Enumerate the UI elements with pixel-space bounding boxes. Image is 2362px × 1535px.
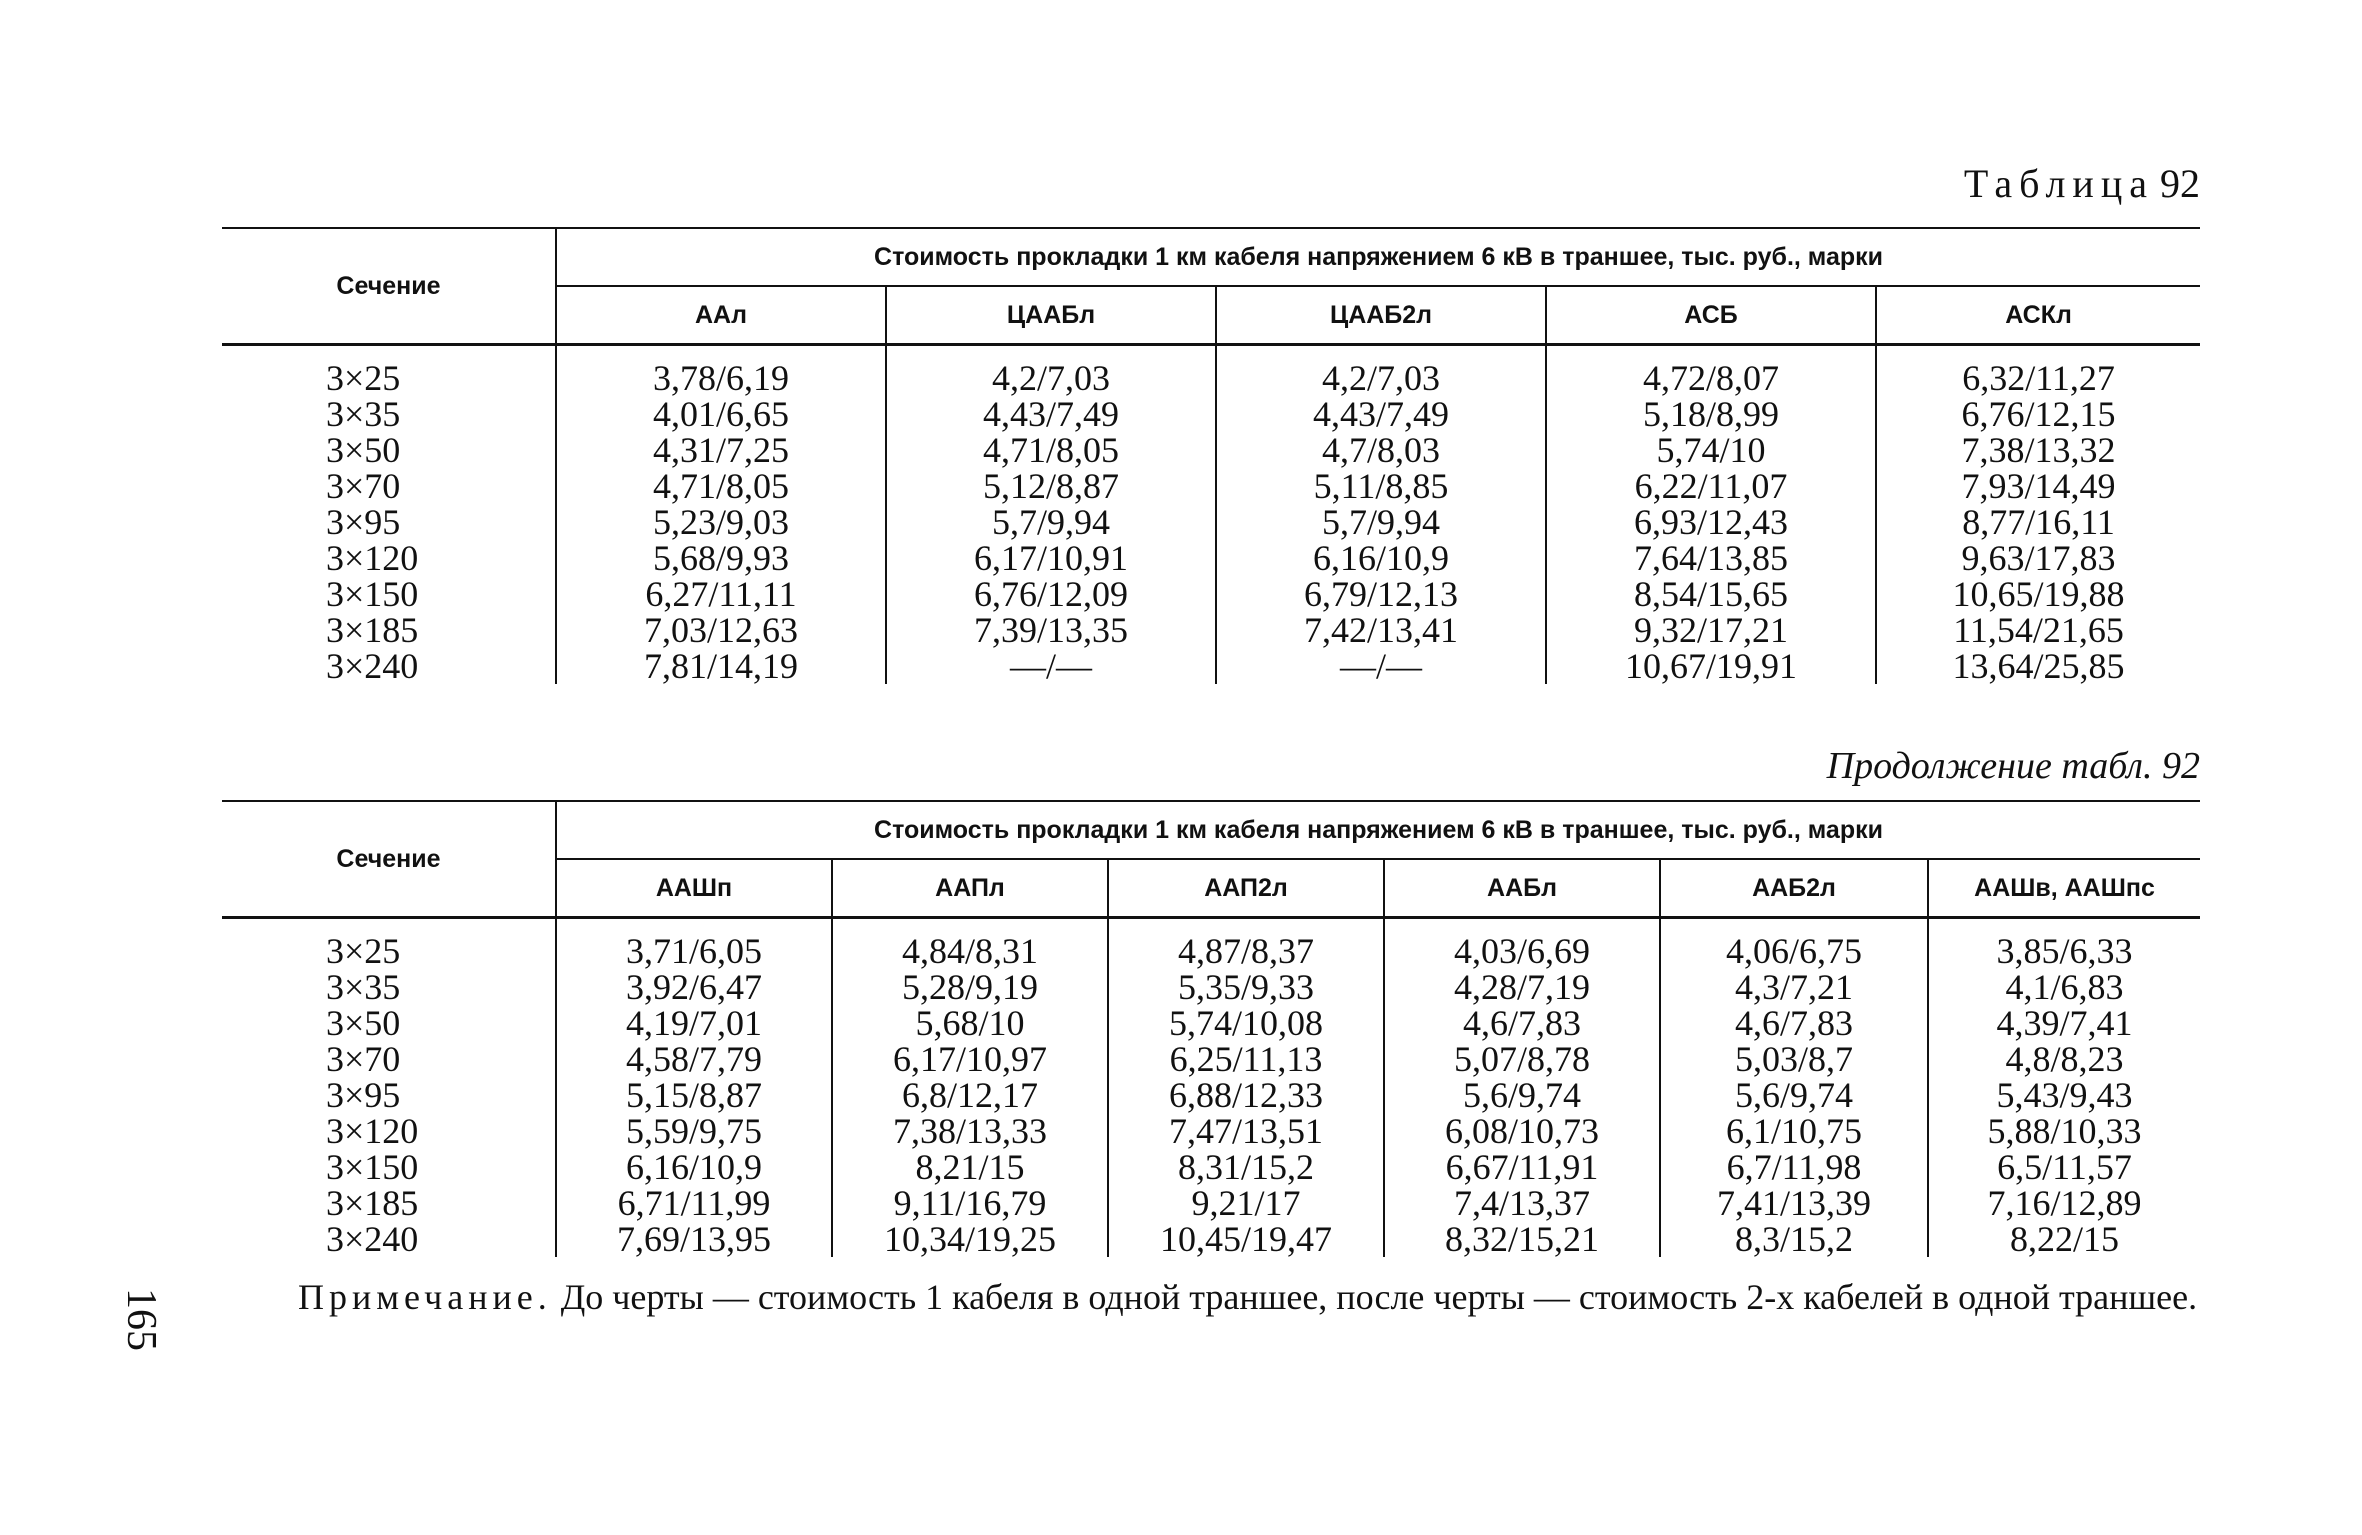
brand-header: ААБ2л (1660, 859, 1928, 918)
cost-cell: 7,69/13,95 (616, 1219, 771, 1259)
footnote (222, 1275, 2200, 1319)
table-row (222, 1185, 2200, 1221)
cost-cell: 5,11/8,85 (1216, 468, 1546, 504)
section-cell: 3×95 (222, 504, 556, 540)
cost-cell: 4,58/7,79 (625, 1039, 762, 1079)
cost-cell: 4,19/7,01 (625, 1003, 762, 1043)
footnote-text: До черты — стоимость 1 кабеля в одной траншее, после черты — стоимость 2-х кабелей в одной траншее. (551, 1277, 2198, 1317)
cost-cell: 6,16/10,9 (1216, 540, 1546, 576)
cost-cell: 4,1/6,83 (1928, 969, 2200, 1005)
cost-cell: 7,81/14,19 (643, 646, 798, 686)
cost-cell: 4,71/8,05 (652, 466, 789, 506)
table-row (222, 969, 2200, 1005)
cost-cell: 4,72/8,07 (1546, 360, 1876, 396)
cost-cell: 5,03/8,7 (1660, 1041, 1928, 1077)
cost-cell: 4,43/7,49 (886, 396, 1216, 432)
brand-header: ААП2л (1108, 859, 1384, 918)
cost-cell: 9,21/17 (1108, 1185, 1384, 1221)
cost-cell: 9,11/16,79 (832, 1185, 1108, 1221)
cost-cell: 6,76/12,15 (1876, 396, 2200, 432)
cost-cell: 7,42/13,41 (1216, 612, 1546, 648)
cost-cell: 6,67/11,91 (1384, 1149, 1660, 1185)
cost-cell: 7,03/12,63 (643, 610, 798, 650)
price-table-1 (222, 227, 2200, 684)
cost-cell: 4,43/7,49 (1216, 396, 1546, 432)
cost-cell: 3,85/6,33 (1928, 933, 2200, 969)
table-row (222, 504, 2200, 540)
cost-cell: 6,88/12,33 (1108, 1077, 1384, 1113)
cost-cell: 10,67/19,91 (1546, 648, 1876, 684)
cost-cell: 4,6/7,83 (1384, 1005, 1660, 1041)
brand-header: ЦААБ2л (1216, 286, 1546, 345)
price-table-2 (222, 800, 2200, 1257)
cost-cell: 8,22/15 (1928, 1221, 2200, 1257)
cost-cell: 6,17/10,97 (832, 1041, 1108, 1077)
table-row (222, 612, 2200, 648)
cost-cell: 5,23/9,03 (652, 502, 789, 542)
cost-cell: 4,2/7,03 (1216, 360, 1546, 396)
cost-cell: 5,7/9,94 (886, 504, 1216, 540)
brand-header: ААПл (832, 859, 1108, 918)
cost-cell: 4,28/7,19 (1384, 969, 1660, 1005)
section-header: Сечение (222, 801, 556, 918)
cost-cell: 8,21/15 (832, 1149, 1108, 1185)
group-header: Стоимость прокладки 1 км кабеля напряжением 6 кВ в траншее, тыс. руб., марки (556, 801, 2200, 859)
cost-cell: 4,8/8,23 (1928, 1041, 2200, 1077)
table-row (222, 1221, 2200, 1257)
cost-cell: 5,68/9,93 (652, 538, 789, 578)
brand-header: ААл (556, 286, 886, 345)
cost-cell: 7,47/13,51 (1108, 1113, 1384, 1149)
cost-cell: 10,45/19,47 (1108, 1221, 1384, 1257)
section-cell: 3×25 (222, 933, 556, 969)
cost-cell: 4,71/8,05 (886, 432, 1216, 468)
table-caption (1964, 160, 2200, 207)
section-cell: 3×35 (222, 396, 556, 432)
section-cell: 3×240 (222, 1221, 556, 1257)
cost-cell: 5,74/10 (1546, 432, 1876, 468)
brand-header: ЦААБл (886, 286, 1216, 345)
cost-cell: 4,39/7,41 (1928, 1005, 2200, 1041)
section-cell: 3×50 (222, 432, 556, 468)
cost-cell: 7,38/13,32 (1876, 432, 2200, 468)
cost-cell: 6,76/12,09 (886, 576, 1216, 612)
cost-cell: 8,32/15,21 (1384, 1221, 1660, 1257)
table-body (222, 918, 2200, 1258)
brand-header: АСКл (1876, 286, 2200, 345)
cost-cell: 6,16/10,9 (625, 1147, 762, 1187)
section-cell: 3×70 (222, 1041, 556, 1077)
section-cell: 3×120 (222, 1113, 556, 1149)
cost-cell: 5,18/8,99 (1546, 396, 1876, 432)
cost-cell: 3,71/6,05 (625, 931, 762, 971)
cost-cell: 5,6/9,74 (1660, 1077, 1928, 1113)
table-row (222, 1113, 2200, 1149)
cost-cell: 4,87/8,37 (1108, 933, 1384, 969)
cost-cell: 5,15/8,87 (625, 1075, 762, 1115)
table-row (222, 648, 2200, 684)
cost-cell: —/— (886, 648, 1216, 684)
cost-cell: 6,93/12,43 (1546, 504, 1876, 540)
cost-cell: 5,7/9,94 (1216, 504, 1546, 540)
section-cell: 3×50 (222, 1005, 556, 1041)
section-cell: 3×150 (222, 1149, 556, 1185)
table-label: Таблица (1963, 161, 2154, 206)
cost-cell: 11,54/21,65 (1876, 612, 2200, 648)
section-cell: 3×150 (222, 576, 556, 612)
spacer-row (222, 345, 2200, 361)
cost-cell: 6,32/11,27 (1876, 360, 2200, 396)
cost-cell: 7,16/12,89 (1928, 1185, 2200, 1221)
cost-cell: 5,35/9,33 (1108, 969, 1384, 1005)
cost-cell: 13,64/25,85 (1876, 648, 2200, 684)
table-row (222, 576, 2200, 612)
footnote-label: Примечание. (298, 1277, 552, 1317)
cost-cell: 7,4/13,37 (1384, 1185, 1660, 1221)
cost-cell: 5,88/10,33 (1928, 1113, 2200, 1149)
brand-header: АСБ (1546, 286, 1876, 345)
cost-cell: 8,77/16,11 (1876, 504, 2200, 540)
cost-cell: 4,01/6,65 (652, 394, 789, 434)
table-row (222, 933, 2200, 969)
table-row (222, 432, 2200, 468)
section-cell: 3×95 (222, 1077, 556, 1113)
cost-cell: 7,38/13,33 (832, 1113, 1108, 1149)
cost-cell: 4,31/7,25 (652, 430, 789, 470)
section-cell: 3×25 (222, 360, 556, 396)
cost-cell: 9,63/17,83 (1876, 540, 2200, 576)
section-cell: 3×185 (222, 1185, 556, 1221)
cost-cell: 4,03/6,69 (1384, 933, 1660, 969)
table-row (222, 1149, 2200, 1185)
table-row (222, 1077, 2200, 1113)
cost-cell: 5,68/10 (832, 1005, 1108, 1041)
cost-cell: 3,78/6,19 (652, 358, 789, 398)
table-row (222, 468, 2200, 504)
section-cell: 3×120 (222, 540, 556, 576)
brand-header: ААШп (556, 859, 832, 918)
cost-cell: 10,34/19,25 (832, 1221, 1108, 1257)
table-body (222, 345, 2200, 685)
cost-cell: 8,3/15,2 (1660, 1221, 1928, 1257)
table-row (222, 360, 2200, 396)
cost-cell: 6,1/10,75 (1660, 1113, 1928, 1149)
cost-cell: 6,27/11,11 (645, 574, 797, 614)
cost-cell: 6,22/11,07 (1546, 468, 1876, 504)
cost-cell: 6,25/11,13 (1108, 1041, 1384, 1077)
document-page (222, 0, 2200, 1535)
cost-cell: 4,06/6,75 (1660, 933, 1928, 969)
cost-cell: 4,3/7,21 (1660, 969, 1928, 1005)
cost-cell: 5,43/9,43 (1928, 1077, 2200, 1113)
cost-cell: 6,8/12,17 (832, 1077, 1108, 1113)
cost-cell: 7,93/14,49 (1876, 468, 2200, 504)
cost-cell: 5,59/9,75 (625, 1111, 762, 1151)
cost-cell: —/— (1216, 648, 1546, 684)
cost-cell: 6,17/10,91 (886, 540, 1216, 576)
group-header: Стоимость прокладки 1 км кабеля напряжением 6 кВ в траншее, тыс. руб., марки (556, 228, 2200, 286)
table-row (222, 540, 2200, 576)
cost-cell: 7,64/13,85 (1546, 540, 1876, 576)
cost-cell: 5,12/8,87 (886, 468, 1216, 504)
cost-cell: 6,71/11,99 (617, 1183, 771, 1223)
cost-cell: 4,7/8,03 (1216, 432, 1546, 468)
section-cell: 3×240 (222, 648, 556, 684)
cost-cell: 5,07/8,78 (1384, 1041, 1660, 1077)
cost-cell: 9,32/17,21 (1546, 612, 1876, 648)
cost-cell: 4,84/8,31 (832, 933, 1108, 969)
page-number: 165 (118, 1288, 164, 1351)
section-cell: 3×35 (222, 969, 556, 1005)
cost-cell: 6,7/11,98 (1660, 1149, 1928, 1185)
cost-cell: 8,54/15,65 (1546, 576, 1876, 612)
section-cell: 3×185 (222, 612, 556, 648)
cost-cell: 10,65/19,88 (1876, 576, 2200, 612)
cost-cell: 6,79/12,13 (1216, 576, 1546, 612)
cost-cell: 5,6/9,74 (1384, 1077, 1660, 1113)
cost-cell: 7,41/13,39 (1660, 1185, 1928, 1221)
table-row (222, 1041, 2200, 1077)
cost-cell: 3,92/6,47 (625, 967, 762, 1007)
cost-cell: 6,08/10,73 (1384, 1113, 1660, 1149)
table-row (222, 396, 2200, 432)
cost-cell: 4,2/7,03 (886, 360, 1216, 396)
cost-cell: 8,31/15,2 (1108, 1149, 1384, 1185)
table-number: 92 (2160, 161, 2200, 206)
brand-header: ААШв, ААШпс (1928, 859, 2200, 918)
cost-cell: 4,6/7,83 (1660, 1005, 1928, 1041)
table-row (222, 1005, 2200, 1041)
cost-cell: 7,39/13,35 (886, 612, 1216, 648)
section-cell: 3×70 (222, 468, 556, 504)
section-header: Сечение (222, 228, 556, 345)
continuation-caption: Продолжение табл. 92 (1826, 745, 2200, 787)
cost-cell: 6,5/11,57 (1928, 1149, 2200, 1185)
cost-cell: 5,28/9,19 (832, 969, 1108, 1005)
brand-header: ААБл (1384, 859, 1660, 918)
cost-cell: 5,74/10,08 (1108, 1005, 1384, 1041)
